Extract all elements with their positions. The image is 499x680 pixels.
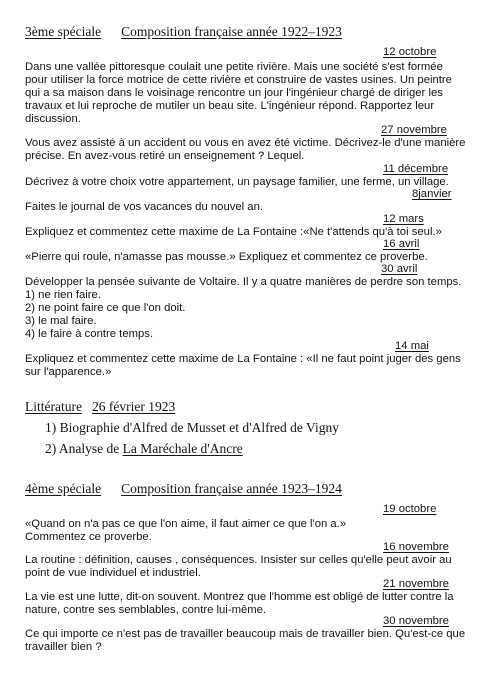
entry-date: 16 avril	[383, 238, 420, 250]
entry-line: 2) ne point faire ce que l'on doit.	[25, 302, 186, 314]
entry-line: travaux et lui reproche de mutiler un beau site. L'ingénieur répond. Rapportez leur	[25, 100, 435, 112]
entry-line: La routine : définition, causes , conséquences. Insister sur celles qu'elle peut avoir au	[25, 554, 452, 566]
entry-line: Décrivez à votre choix votre appartement, un paysage familier, une ferme, un village.	[25, 176, 449, 188]
entry-date: 30 avril	[381, 263, 418, 275]
entry-line: nature, contre ses semblables, contre lui-même.	[25, 604, 267, 616]
entry-date: 12 octobre	[383, 46, 437, 58]
entry-date: 27 novembre	[381, 124, 447, 136]
entry-line: «Pierre qui roule, n'amasse pas mousse.» Expliquez et commentez ce proverbe.	[25, 251, 428, 263]
entry-line: Faites le journal de vos vacances du nouvel an.	[25, 201, 264, 213]
section1-title: Composition française année 1922–1923	[121, 24, 342, 39]
entry-date: 16 novembre	[383, 541, 449, 553]
section1-heading	[25, 24, 342, 40]
entry-line: point de vue individuel et industriel.	[25, 567, 201, 579]
literature-item	[45, 441, 243, 457]
literature-item-prefix: 2) Analyse de	[45, 441, 123, 456]
literature-item-title: La Maréchale d'Ancre	[122, 441, 243, 456]
literature-item: 1) Biographie d'Alfred de Musset et d'Alfred de Vigny	[45, 420, 339, 435]
entry-line: La vie est une lutte, dit-on souvent. Montrez que l'homme est obligé de lutter contre la	[25, 591, 454, 603]
entry-date: 19 octobre	[383, 503, 437, 515]
entry-line: travailler bien ?	[25, 641, 102, 653]
entry-line: pour utiliser la force motrice de cette rivière et construire de vastes usines. Un peintre	[25, 74, 452, 86]
entry-line: 1) ne rien faire.	[25, 289, 101, 301]
entry-date: 14 mai	[395, 340, 429, 352]
section2-label: 4ème spéciale	[25, 481, 102, 496]
literature-heading	[25, 399, 175, 415]
entry-line: «Quand on n'a pas ce que l'on aime, il faut aimer ce que l'on a.»	[25, 518, 347, 530]
entry-line: discussion.	[25, 113, 81, 125]
literature-label: Littérature	[25, 399, 82, 414]
entry-date: 21 novembre	[383, 578, 449, 590]
entry-line: Développer la pensée suivante de Voltaire. Il y a quatre manières de perdre son temps.	[25, 276, 462, 288]
entry-line: Dans une vallée pittoresque coulait une petite rivière. Mais une société s'est formée	[25, 61, 443, 73]
entry-line: 4) le faire à contre temps.	[25, 328, 154, 340]
entry-line: Expliquez et commentez cette maxime de La Fontaine :«Ne t'attends qu'à toi seul.»	[25, 226, 442, 238]
entry-date: 30 novembre	[383, 615, 449, 627]
entry-line: Vous avez assisté à un accident ou vous en avez été victime. Décrivez-le d'une manière	[25, 137, 466, 149]
section1-label: 3ème spéciale	[25, 24, 102, 39]
section2-heading	[25, 481, 342, 497]
section2-title: Composition française année 1923–1924	[121, 481, 342, 496]
entry-date: 12 mars	[383, 213, 424, 225]
entry-date: 11 décembre	[383, 163, 449, 175]
entry-date: 8janvier	[412, 188, 452, 200]
literature-date: 26 février 1923	[91, 399, 176, 414]
entry-line: Expliquez et commentez cette maxime de La Fontaine : «Il ne faut point juger des gens	[25, 353, 461, 365]
entry-line: qui a sa maison dans le voisinage rencontre un jour l'ingénieur chargé de diriger les	[25, 87, 443, 99]
entry-line: Ce qui importe ce n'est pas de travailler beaucoup mais de travailler bien. Qu'est-ce que	[25, 628, 466, 640]
entry-line: Commentez ce proverbe.	[25, 531, 152, 543]
entry-line: 3) le mal faire.	[25, 315, 97, 327]
entry-line: sur l'apparence.»	[25, 366, 112, 378]
entry-line: précise. En avez-vous retiré un enseignement ? Lequel.	[25, 150, 305, 162]
